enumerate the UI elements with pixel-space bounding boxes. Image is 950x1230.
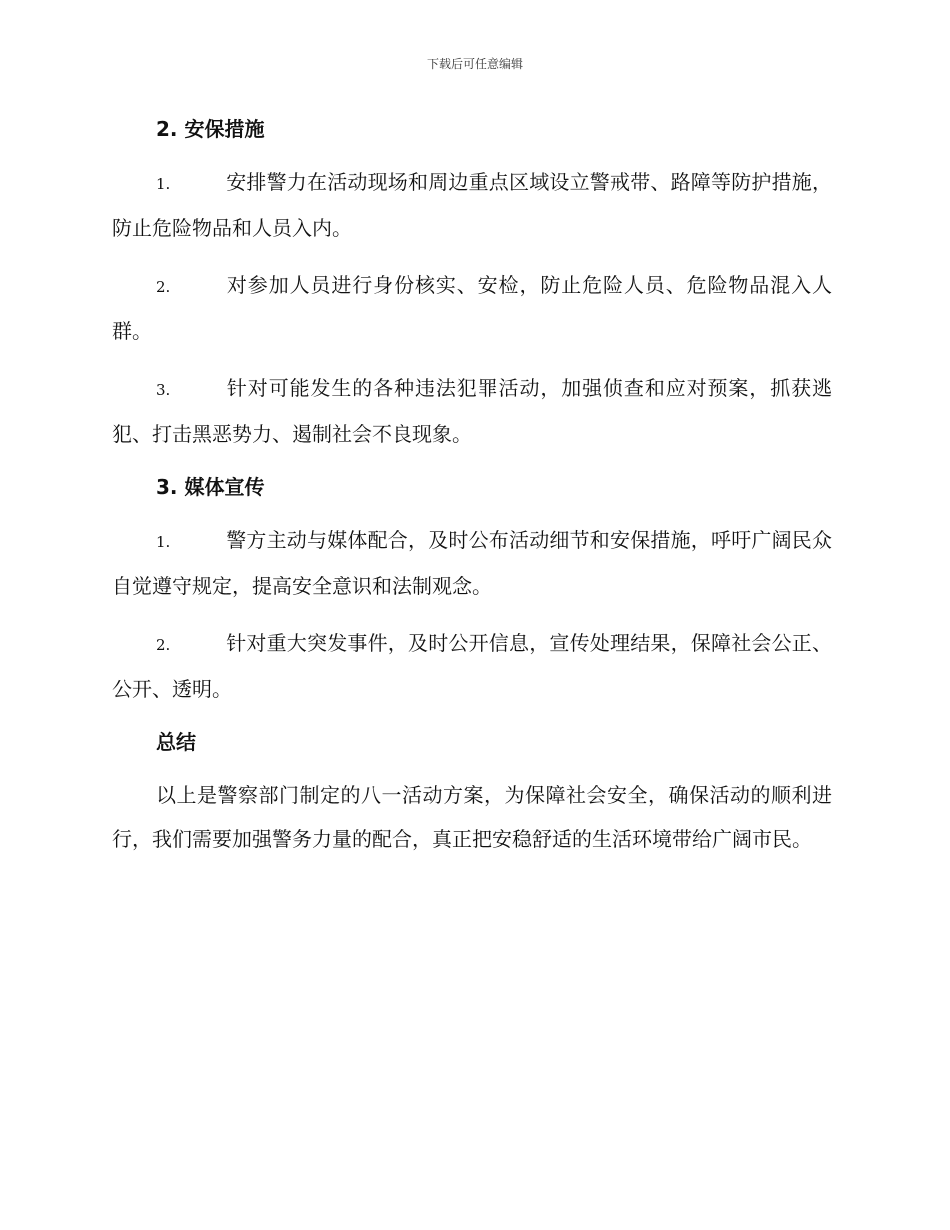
- list-text: 针对可能发生的各种违法犯罪活动，加强侦查和应对预案，抓获逃犯、打击黑恶势力、遏制社会不良现象。: [112, 376, 832, 446]
- list-item: [112, 160, 832, 250]
- list-item: [112, 518, 832, 608]
- summary-paragraph: 以上是警察部门制定的八一活动方案，为保障社会安全，确保活动的顺利进行，我们需要加强警务力量的配合，真正把安稳舒适的生活环境带给广阔市民。: [112, 783, 832, 851]
- list-number: 2.: [156, 278, 171, 296]
- list-text: 警方主动与媒体配合，及时公布活动细节和安保措施，呼吁广阔民众自觉遵守规定，提高安全意识和法制观念。: [112, 528, 832, 598]
- list-item: [112, 621, 832, 711]
- list-item: [112, 263, 832, 353]
- document-body: [112, 114, 832, 861]
- page-header: 下载后可任意编辑: [426, 57, 523, 71]
- list-text: 安排警力在活动现场和周边重点区域设立警戒带、路障等防护措施，防止危险物品和人员入内。: [112, 170, 832, 240]
- list-text: 对参加人员进行身份核实、安检，防止危险人员、危险物品混入人群。: [112, 273, 832, 343]
- section-title-media: 3. 媒体宣传: [156, 475, 265, 499]
- list-number: 1.: [156, 533, 171, 551]
- list-number: 2.: [156, 636, 171, 654]
- summary-title: 总结: [156, 730, 196, 754]
- list-number: 3.: [156, 381, 171, 399]
- section-title-security: 2. 安保措施: [156, 117, 265, 141]
- list-text: 针对重大突发事件，及时公开信息，宣传处理结果，保障社会公正、公开、透明。: [112, 631, 832, 701]
- list-number: 1.: [156, 175, 171, 193]
- list-item: [112, 366, 832, 456]
